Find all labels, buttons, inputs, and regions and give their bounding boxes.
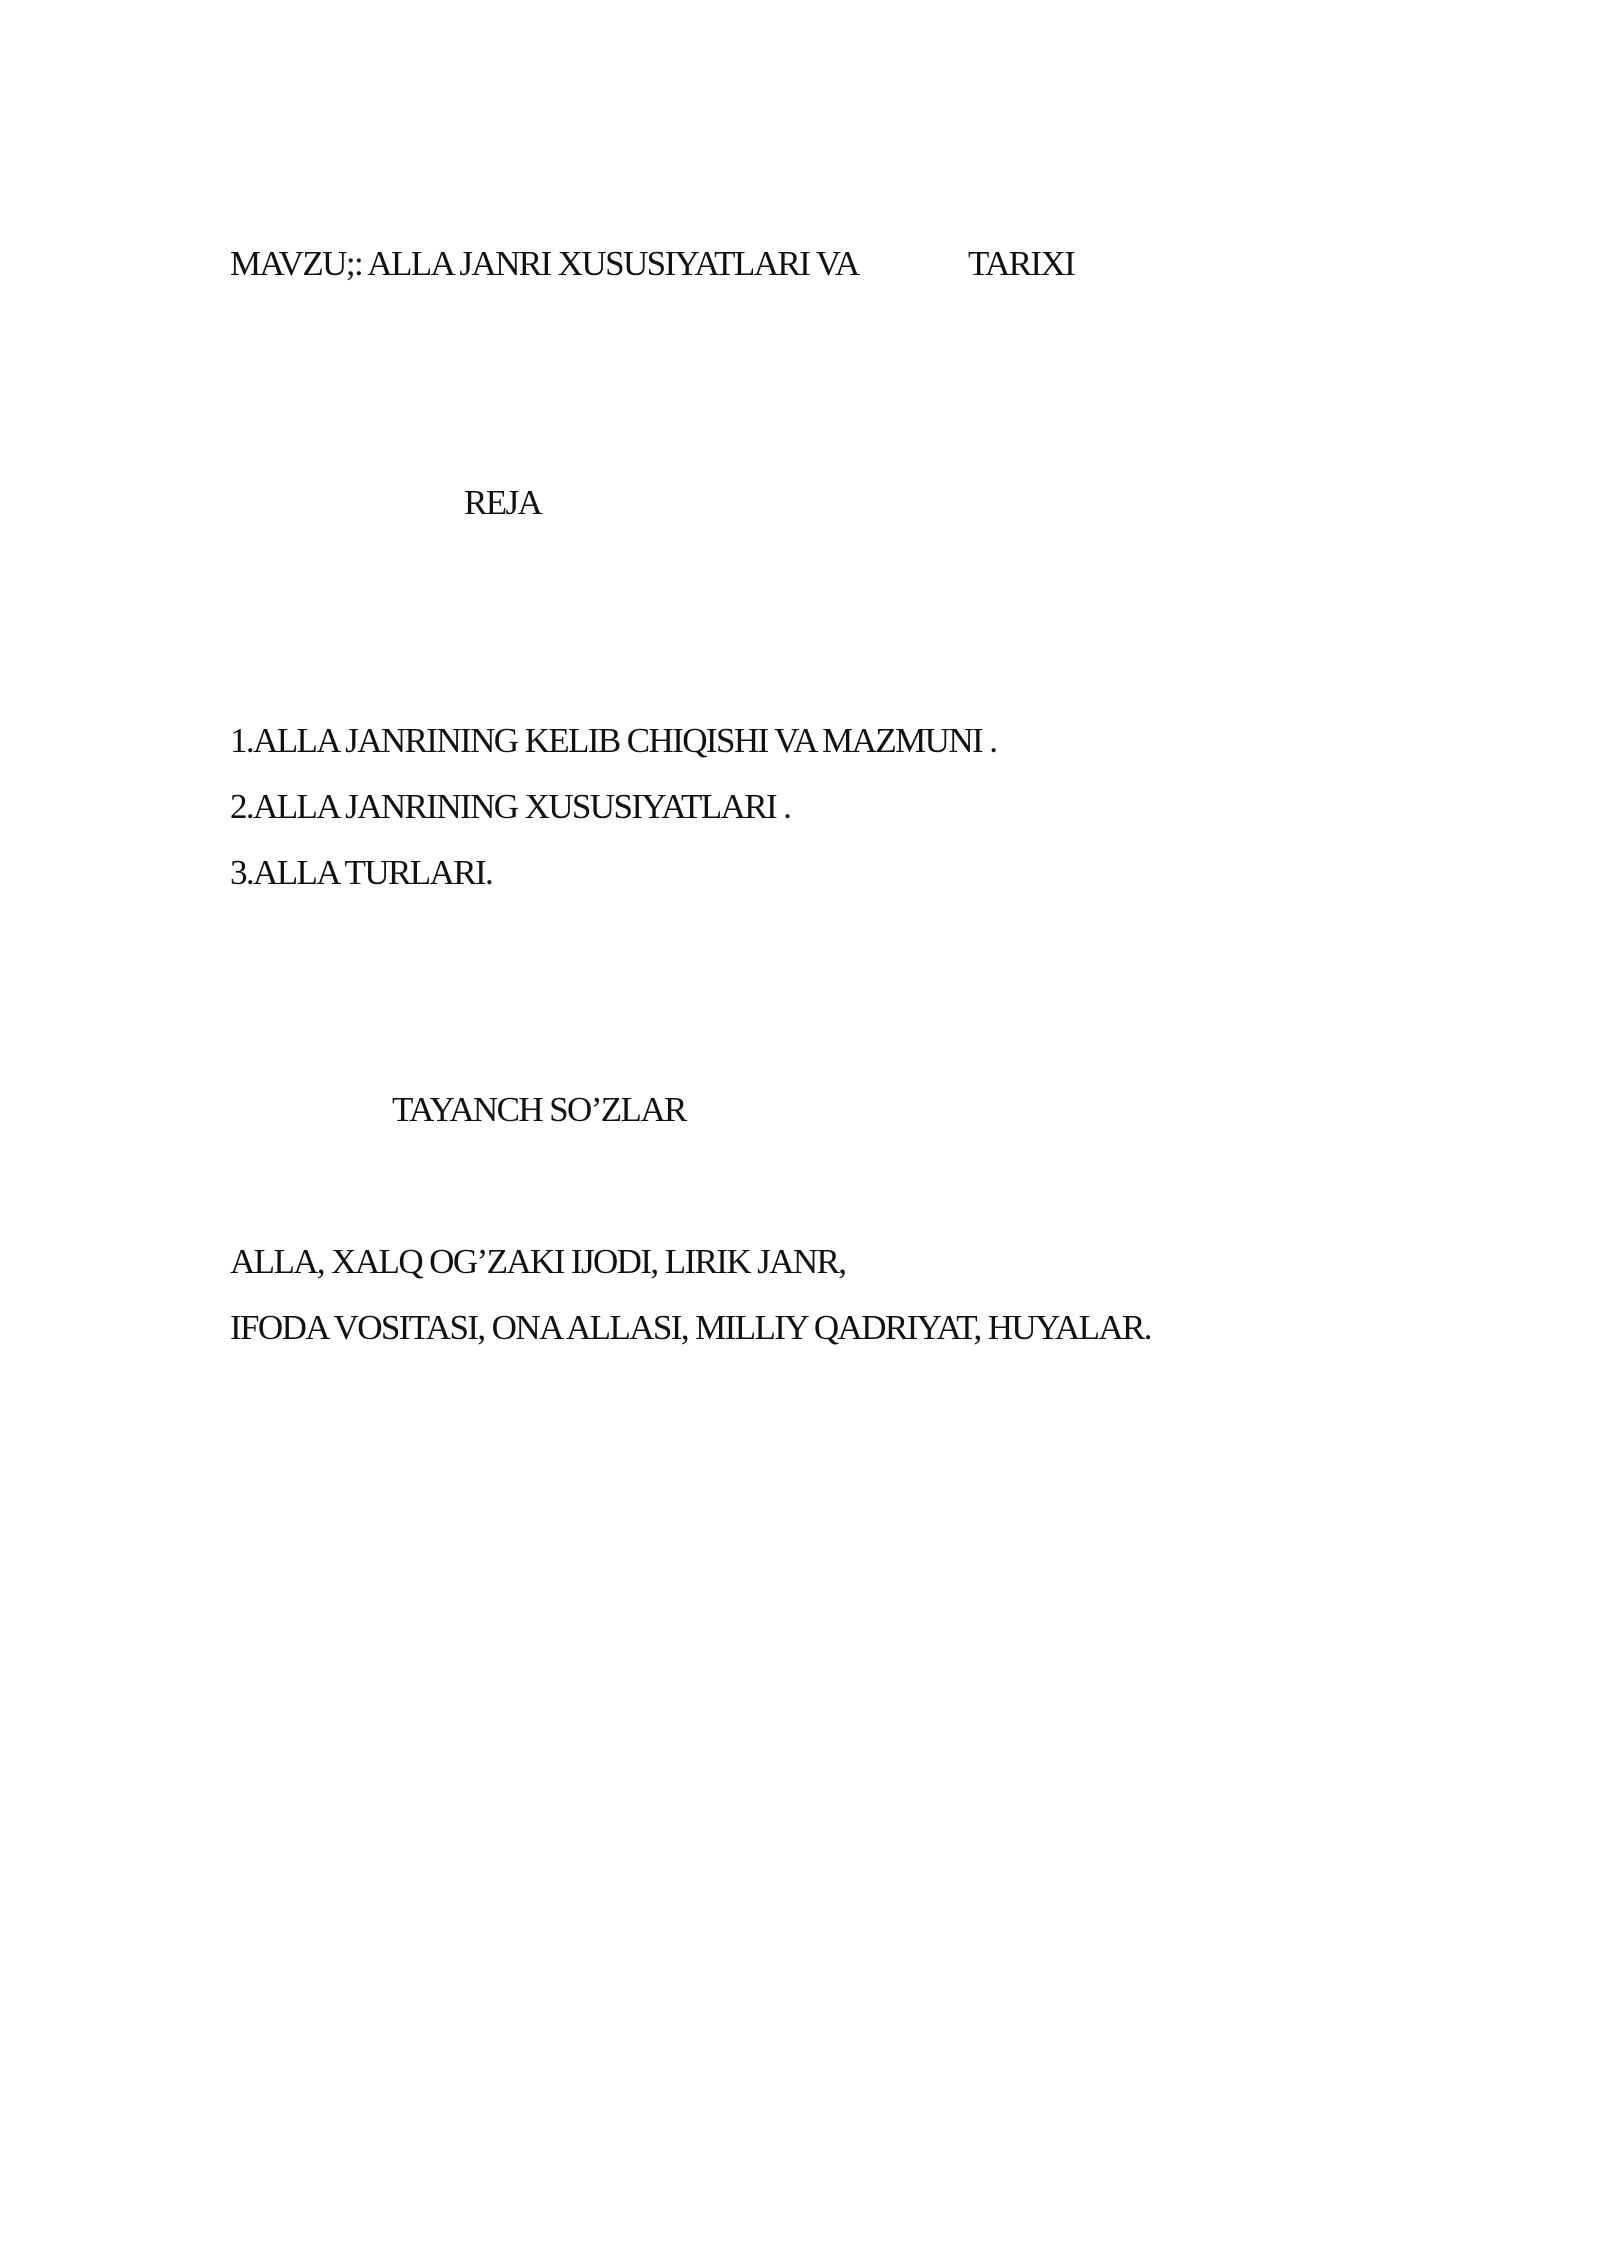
plan-item: 3.ALLA TURLARI. — [230, 853, 493, 892]
plan-heading: REJA — [464, 483, 542, 522]
keywords-line: ALLA, XALQ OG’ZAKI IJODI, LIRIK JANR, — [230, 1242, 846, 1281]
plan-item: 1.ALLA JANRINING KELIB CHIQISHI VA MAZMUNI . — [230, 721, 997, 760]
keywords-line: IFODA VOSITASI, ONA ALLASI, MILLIY QADRIYAT, HUYALAR. — [230, 1308, 1151, 1347]
document-title: MAVZU;: ALLA JANRI XUSUSIYATLARI VA — [230, 244, 859, 283]
document-title-continuation: TARIXI — [968, 244, 1075, 283]
plan-item: 2.ALLA JANRINING XUSUSIYATLARI . — [230, 787, 791, 826]
keywords-heading: TAYANCH SO’ZLAR — [392, 1090, 686, 1129]
